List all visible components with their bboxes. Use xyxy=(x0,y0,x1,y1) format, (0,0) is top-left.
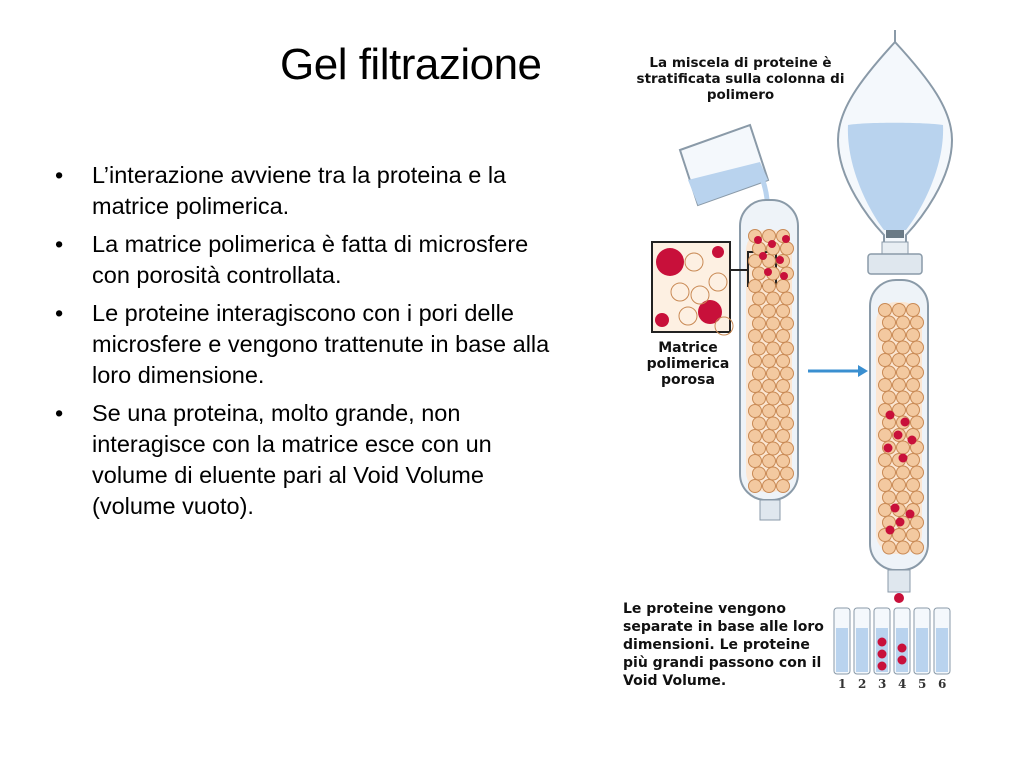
matrix-bead xyxy=(893,329,906,342)
protein-dot xyxy=(878,638,887,647)
matrix-bead xyxy=(897,441,910,454)
tube-liquid xyxy=(856,628,868,672)
matrix-bead xyxy=(911,491,924,504)
matrix-bead xyxy=(897,466,910,479)
matrix-bead xyxy=(907,404,920,417)
matrix-bead xyxy=(777,455,790,468)
matrix-bead xyxy=(749,405,762,418)
protein-dot xyxy=(896,518,905,527)
protein-dot xyxy=(776,256,784,264)
matrix-bead xyxy=(879,504,892,517)
protein-dot xyxy=(764,268,772,276)
protein-dot xyxy=(759,252,767,260)
matrix-bead xyxy=(897,366,910,379)
protein-dot xyxy=(886,411,895,420)
matrix-bead xyxy=(897,391,910,404)
protein-dot xyxy=(768,240,776,248)
matrix-bead xyxy=(763,280,776,293)
matrix-bead xyxy=(763,355,776,368)
matrix-bead xyxy=(777,380,790,393)
matrix-bead xyxy=(767,342,780,355)
matrix-bead xyxy=(883,391,896,404)
matrix-bead xyxy=(781,317,794,330)
matrix-bead xyxy=(879,379,892,392)
bullet-item: • La matrice polimerica è fatta di microsfere con porosità controllata. xyxy=(55,229,555,291)
matrix-bead xyxy=(781,417,794,430)
matrix-bead xyxy=(777,305,790,318)
matrix-bead xyxy=(911,366,924,379)
caption-top: La miscela di proteine è stratificata sulla colonna di polimero xyxy=(636,55,845,103)
protein-dot xyxy=(906,510,915,519)
bullet-item: • L’interazione avviene tra la proteina e la matrice polimerica. xyxy=(55,160,555,222)
bullet-item: • Le proteine interagiscono con i pori delle microsfere e vengono trattenute in base alla loro dimensione. xyxy=(55,298,555,391)
tube-number: 3 xyxy=(878,677,887,691)
matrix-bead xyxy=(893,354,906,367)
matrix-bead xyxy=(777,330,790,343)
matrix-bead xyxy=(753,292,766,305)
tube-liquid xyxy=(836,628,848,672)
matrix-bead xyxy=(767,417,780,430)
protein-dot xyxy=(894,431,903,440)
matrix-bead xyxy=(763,405,776,418)
matrix-bead xyxy=(893,379,906,392)
matrix-bead xyxy=(749,480,762,493)
matrix-bead xyxy=(753,267,766,280)
matrix-bead xyxy=(897,341,910,354)
matrix-bead xyxy=(907,379,920,392)
matrix-bead xyxy=(911,316,924,329)
matrix-bead xyxy=(911,516,924,529)
protein-dot xyxy=(754,236,762,244)
matrix-bead xyxy=(767,467,780,480)
matrix-bead xyxy=(879,454,892,467)
matrix-bead xyxy=(907,479,920,492)
protein-dot xyxy=(780,272,788,280)
caption-bottom: Le proteine vengono separate in base alle loro dimensioni. Le proteine più grandi passono con il Void Volume. xyxy=(623,601,824,689)
matrix-bead xyxy=(753,467,766,480)
matrix-bead xyxy=(767,317,780,330)
tube-number: 6 xyxy=(938,677,947,691)
matrix-bead xyxy=(753,417,766,430)
matrix-bead xyxy=(897,316,910,329)
matrix-bead xyxy=(763,305,776,318)
matrix-bead xyxy=(897,491,910,504)
matrix-bead xyxy=(883,541,896,554)
matrix-bead xyxy=(777,430,790,443)
matrix-bead xyxy=(907,354,920,367)
matrix-bead xyxy=(777,280,790,293)
matrix-bead xyxy=(753,367,766,380)
matrix-bead xyxy=(767,367,780,380)
matrix-bead xyxy=(777,405,790,418)
matrix-bead xyxy=(883,491,896,504)
matrix-bead xyxy=(883,316,896,329)
matrix-bead xyxy=(749,430,762,443)
matrix-bead xyxy=(763,330,776,343)
matrix-bead xyxy=(879,329,892,342)
matrix-bead xyxy=(749,305,762,318)
matrix-bead xyxy=(767,292,780,305)
protein-dot xyxy=(884,444,893,453)
matrix-bead xyxy=(907,329,920,342)
matrix-bead xyxy=(753,342,766,355)
matrix-bead xyxy=(911,391,924,404)
matrix-bead xyxy=(763,380,776,393)
matrix-bead xyxy=(893,479,906,492)
protein-dot xyxy=(886,526,895,535)
matrix-bead xyxy=(753,392,766,405)
matrix-bead xyxy=(781,392,794,405)
eluted-protein xyxy=(894,593,904,603)
matrix-bead xyxy=(777,355,790,368)
matrix-bead xyxy=(767,392,780,405)
matrix-bead xyxy=(907,304,920,317)
matrix-bead xyxy=(879,429,892,442)
protein-dot xyxy=(891,504,900,513)
matrix-bead xyxy=(753,442,766,455)
matrix-bead xyxy=(763,430,776,443)
matrix-bead xyxy=(781,467,794,480)
matrix-bead xyxy=(749,455,762,468)
bullet-item: • Se una proteina, molto grande, non interagisce con la matrice esce con un volume di eluente pari al Void Volume (volume vuoto). xyxy=(55,398,555,522)
matrix-bead xyxy=(879,354,892,367)
matrix-bead xyxy=(753,317,766,330)
matrix-bead xyxy=(749,380,762,393)
protein-dot xyxy=(898,644,907,653)
tube-number: 4 xyxy=(898,677,907,691)
matrix-bead xyxy=(883,466,896,479)
right-arrow-icon xyxy=(808,365,868,377)
protein-dot xyxy=(878,662,887,671)
matrix-bead xyxy=(911,466,924,479)
tube-liquid xyxy=(936,628,948,672)
slide-title: Gel filtrazione xyxy=(280,40,542,89)
caption-matrix: Matrice polimerica porosa xyxy=(646,340,730,388)
protein-dot xyxy=(782,235,790,243)
matrix-bead xyxy=(781,292,794,305)
matrix-bead xyxy=(879,304,892,317)
matrix-bead xyxy=(763,455,776,468)
matrix-bead xyxy=(781,367,794,380)
protein-dot xyxy=(898,656,907,665)
matrix-bead xyxy=(763,480,776,493)
tube-number: 1 xyxy=(838,677,847,691)
funnel-icon xyxy=(838,30,952,274)
protein-dot xyxy=(901,418,910,427)
matrix-bead xyxy=(883,341,896,354)
bullet-list xyxy=(55,160,555,529)
tube-number: 2 xyxy=(858,677,867,691)
matrix-bead xyxy=(883,366,896,379)
collection-tubes xyxy=(834,608,950,674)
gel-filtration-figure xyxy=(600,30,970,730)
matrix-bead xyxy=(781,242,794,255)
matrix-bead xyxy=(767,442,780,455)
matrix-bead xyxy=(777,480,790,493)
matrix-bead xyxy=(781,442,794,455)
matrix-bead xyxy=(911,341,924,354)
matrix-bead xyxy=(749,280,762,293)
matrix-bead xyxy=(911,416,924,429)
matrix-bead xyxy=(893,304,906,317)
tube-liquid xyxy=(916,628,928,672)
matrix-bead xyxy=(749,330,762,343)
protein-dot xyxy=(878,650,887,659)
matrix-bead xyxy=(907,529,920,542)
matrix-bead xyxy=(749,355,762,368)
protein-dot xyxy=(899,454,908,463)
matrix-bead xyxy=(907,454,920,467)
matrix-bead xyxy=(897,541,910,554)
matrix-bead xyxy=(911,541,924,554)
matrix-bead xyxy=(781,342,794,355)
tube-number: 5 xyxy=(918,677,927,691)
protein-dot xyxy=(908,436,917,445)
matrix-bead xyxy=(879,479,892,492)
